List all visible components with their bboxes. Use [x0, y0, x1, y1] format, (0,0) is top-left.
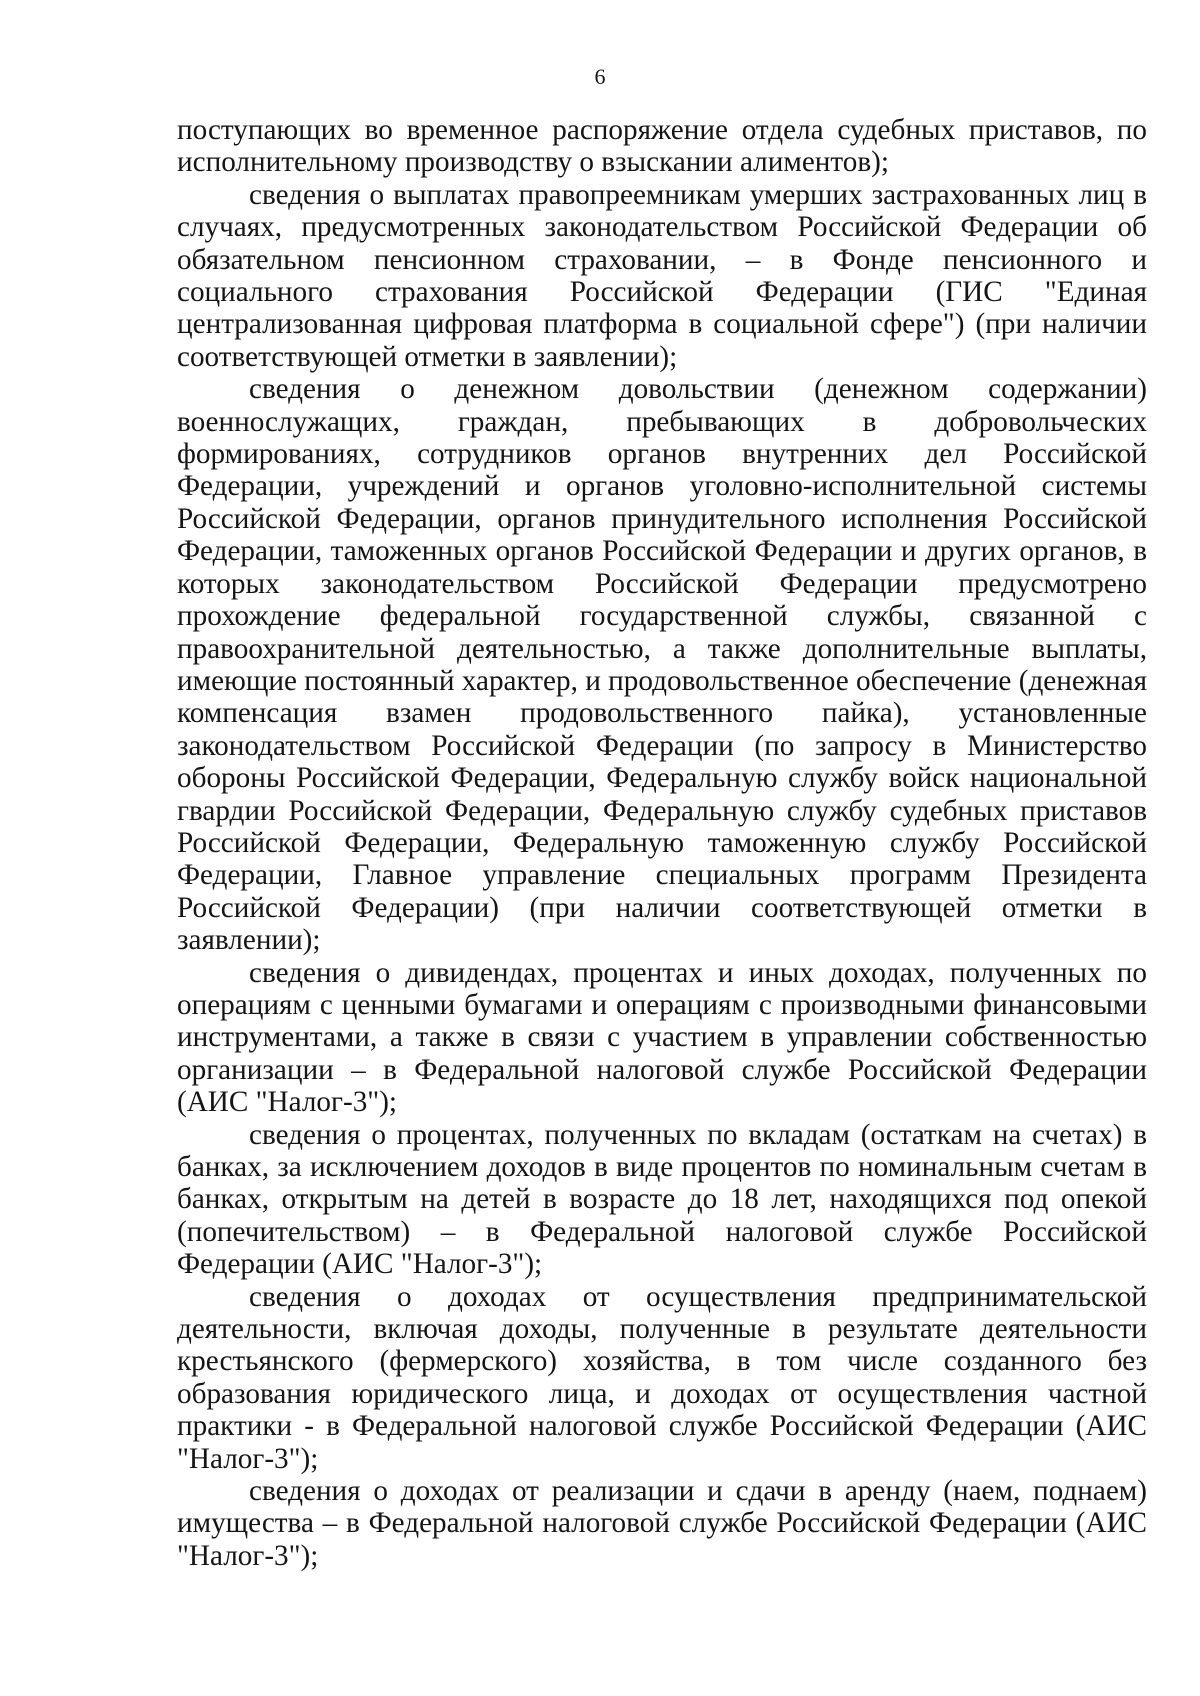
paragraph-business-income: сведения о доходах от осуществления предпринимательской деятельности, включая доходы, полученные в результате деятельности крестьянского (фермерского) хозяйства, в том числе созданного без образования юридического лица, и доходах от осуществления частной практики - в Федеральной налоговой службе Российской Федерации (АИС "Налог-3"); — [177, 1280, 1147, 1475]
paragraph-pension-fund-payments: сведения о выплатах правопреемникам умерших застрахованных лиц в случаях, предусмотренных законодательством Российской Федерации об обязательном пенсионном страховании, – в Фонде пенсионного и социального страхования Российской Федерации (ГИС "Единая централизованная цифровая платформа в социальной сфере") (при наличии соответствующей отметки в заявлении); — [177, 178, 1147, 373]
paragraph-continuation: поступающих во временное распоряжение отдела судебных приставов, по исполнительному производству о взыскании алиментов); — [177, 114, 1147, 179]
page-number: 6 — [594, 64, 606, 89]
paragraph-property-income: сведения о доходах от реализации и сдачи в аренду (наем, поднаем) имущества – в Федеральной налоговой службе Российской Федерации (АИС "Налог-3"); — [177, 1475, 1147, 1572]
paragraph-monetary-allowance: сведения о денежном довольствии (денежном содержании) военнослужащих, граждан, пребывающих в добровольческих формированиях, сотрудников органов внутренних дел Российской Федерации, учреждений и органов уголовно-исполнительной системы Российской Федерации, органов принудительного исполнения Российской Федерации, таможенных органов Российской Федерации и других органов, в которых законодательством Российской Федерации предусмотрено прохождение федеральной государственной службы, связанной с правоохранительной деятельностью, а также дополнительные выплаты, имеющие постоянный характер, и продовольственное обеспечение (денежная компенсация взамен продовольственного пайка), установленные законодательством Российской Федерации (по запросу в Министерство обороны Российской Федерации, Федеральную службу войск национальной гвардии Российской Федерации, Федеральную службу судебных приставов Российской Федерации, Федеральную таможенную службу Российской Федерации, Главное управление специальных программ Президента Российской Федерации) (при наличии соответствующей отметки в заявлении); — [177, 373, 1147, 957]
paragraph-deposit-interest: сведения о процентах, полученных по вкладам (остаткам на счетах) в банках, за исключением доходов в виде процентов по номинальным счетам в банках, открытым на детей в возрасте до 18 лет, находящихся под опекой (попечительством) – в Федеральной налоговой службе Российской Федерации (АИС "Налог-3"); — [177, 1118, 1147, 1281]
paragraph-dividends: сведения о дивидендах, процентах и иных доходах, полученных по операциям с ценными бумагами и операциям с производными финансовыми инструментами, а также в связи с участием в управлении собственностью организации – в Федеральной налоговой службе Российской Федерации (АИС "Налог-3"); — [177, 956, 1147, 1119]
document-body — [177, 114, 1147, 1572]
